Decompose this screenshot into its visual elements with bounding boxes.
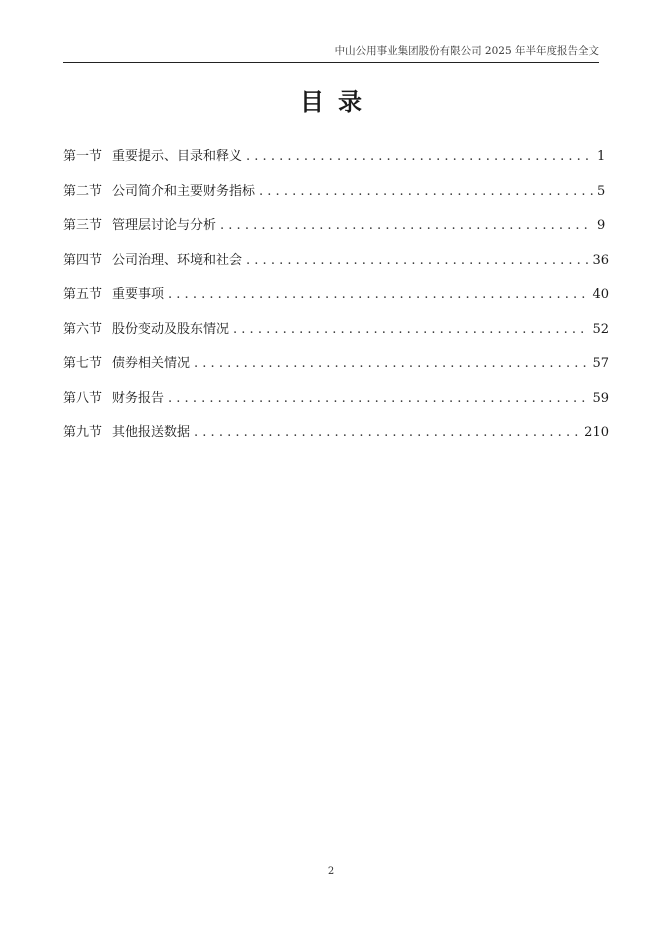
page-title: 目录 xyxy=(300,87,376,116)
toc-section-title: 财务报告 xyxy=(112,390,165,406)
toc-item[interactable] xyxy=(63,250,609,285)
toc-page-number: 40 xyxy=(592,287,609,302)
toc-section-number: 第三节 xyxy=(63,218,103,233)
toc-item[interactable] xyxy=(63,388,609,423)
toc-section-number: 第八节 xyxy=(63,390,103,406)
toc-leader-dots xyxy=(220,215,593,237)
toc-page-number: 36 xyxy=(592,252,609,268)
toc-section-title: 其他报送数据 xyxy=(112,425,191,440)
toc-item[interactable] xyxy=(63,353,609,388)
toc-item[interactable] xyxy=(63,284,609,319)
toc-section-number: 第一节 xyxy=(63,149,103,164)
toc-leader-dots xyxy=(246,250,588,272)
toc-page-number: 57 xyxy=(592,356,609,371)
toc-section-number: 第九节 xyxy=(63,425,103,440)
toc-leader-dots xyxy=(259,181,593,203)
toc-item[interactable] xyxy=(63,422,609,457)
toc-item[interactable] xyxy=(63,319,609,354)
toc-leader-dots xyxy=(194,353,588,375)
toc-page-number: 9 xyxy=(597,218,606,233)
toc-leader-dots xyxy=(168,388,588,410)
toc-item[interactable] xyxy=(63,146,609,181)
toc-section-title: 管理层讨论与分析 xyxy=(112,218,217,233)
toc-section-number: 第二节 xyxy=(63,183,103,199)
toc-page-number: 52 xyxy=(592,321,609,337)
toc-leader-dots xyxy=(168,284,588,306)
toc-item[interactable] xyxy=(63,181,609,216)
toc-section-number: 第七节 xyxy=(63,356,103,371)
table-of-contents xyxy=(63,146,609,457)
toc-page-number: 5 xyxy=(597,183,606,199)
toc-section-number: 第六节 xyxy=(63,321,103,337)
toc-section-number: 第五节 xyxy=(63,287,103,302)
toc-leader-dots xyxy=(246,146,593,168)
header-text: 中山公用事业集团股份有限公司 2025 年半年度报告全文 xyxy=(334,45,599,57)
toc-leader-dots xyxy=(194,422,580,444)
toc-section-title: 债券相关情况 xyxy=(112,356,191,371)
toc-section-number: 第四节 xyxy=(63,252,103,268)
toc-section-title: 重要事项 xyxy=(112,287,165,302)
toc-item[interactable] xyxy=(63,215,609,250)
toc-page-number: 59 xyxy=(592,390,609,406)
toc-page-number: 210 xyxy=(584,425,609,440)
toc-leader-dots xyxy=(233,319,588,341)
toc-section-title: 重要提示、目录和释义 xyxy=(112,149,243,164)
running-header xyxy=(63,44,599,63)
toc-section-title: 公司治理、环境和社会 xyxy=(112,252,243,268)
toc-section-title: 股份变动及股东情况 xyxy=(112,321,230,337)
page-number: 2 xyxy=(327,866,335,877)
toc-section-title: 公司简介和主要财务指标 xyxy=(112,183,256,199)
toc-page-number: 1 xyxy=(597,149,606,164)
